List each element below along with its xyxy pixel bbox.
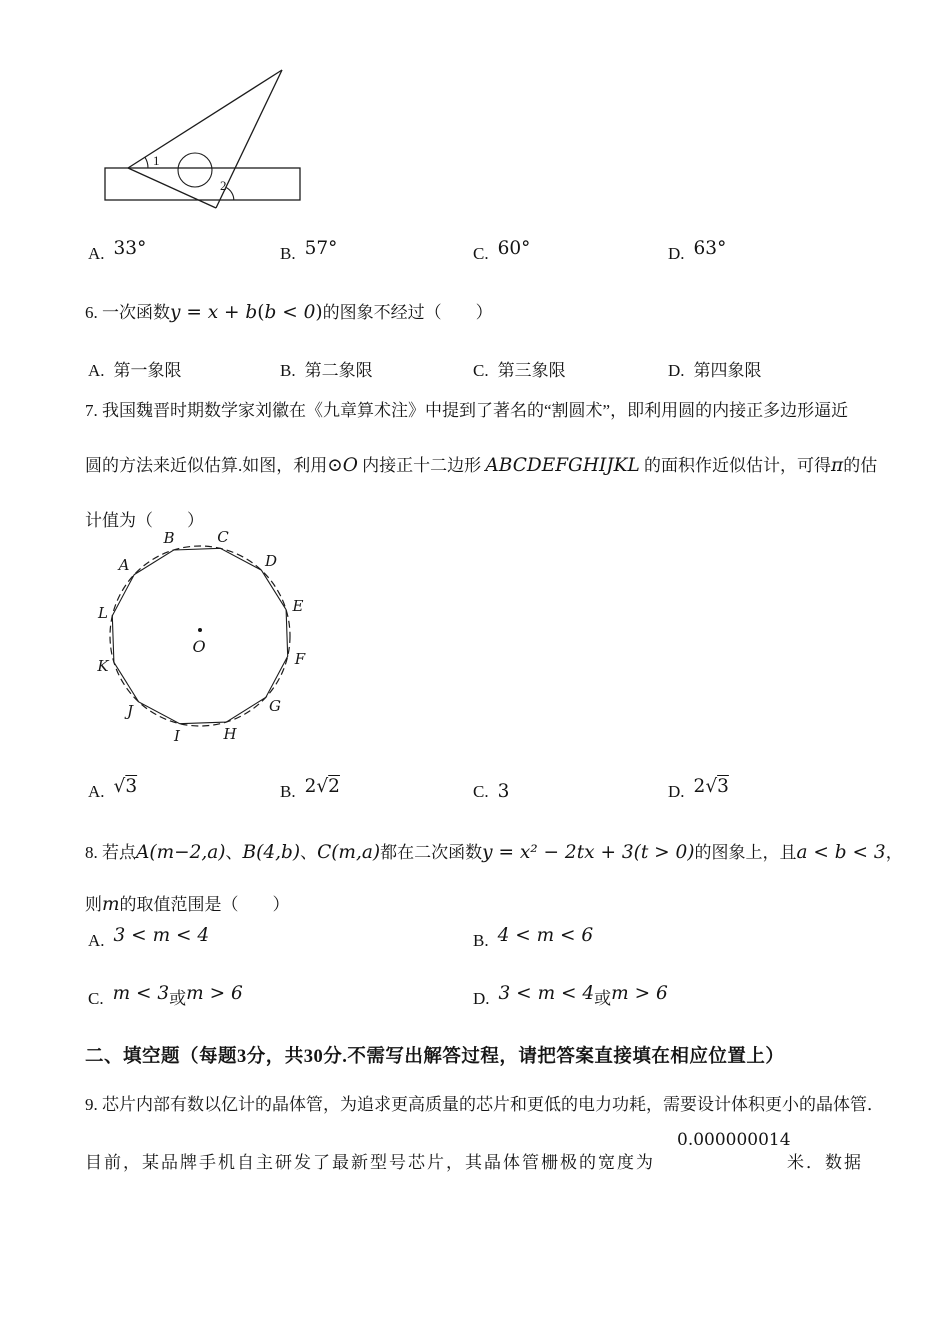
text-segment: m < 3: [112, 983, 170, 1004]
q8-option-c: [88, 984, 243, 1009]
option-value: [305, 361, 373, 380]
vertex-label-e: E: [292, 597, 304, 615]
question-6-stem: [85, 298, 493, 323]
text-segment: √: [316, 776, 329, 797]
question-6-options: [0, 356, 950, 390]
text-segment: 8. 若点: [85, 843, 136, 862]
angle-2-label: 2: [220, 178, 227, 193]
option-value: [113, 238, 147, 263]
vertex-label-i: I: [174, 727, 180, 745]
vertex-label-a: A: [118, 556, 130, 574]
text-segment: y = x² − 2tx + 3(t > 0): [482, 842, 695, 863]
option-label: A.: [88, 931, 105, 950]
text-segment: 第二象限: [304, 361, 373, 380]
dodecagon-figure: [93, 530, 313, 750]
option-value: [497, 925, 594, 950]
q8-option-d: [473, 984, 668, 1009]
question-8-line-2: [85, 890, 290, 915]
option-value: [497, 238, 531, 263]
option-label: D.: [668, 361, 685, 380]
text-segment: 3: [717, 776, 729, 797]
question-5-options: [0, 238, 950, 277]
text-segment: 的图象不经过（ ）: [322, 303, 493, 322]
text-segment: 3 < m < 4: [498, 983, 595, 1004]
option-value: [113, 925, 210, 950]
text-segment: 60°: [497, 238, 531, 259]
text-segment: 的估: [843, 456, 878, 475]
text-segment: 3 < m < 4: [113, 925, 210, 946]
question-7-line-2: [85, 451, 877, 476]
vertex-label-f: F: [294, 650, 306, 668]
question-9-line-1: 9. 芯片内部有数以亿计的晶体管，为追求更高质量的芯片和更低的电力功耗，需要设计体积更小的晶体管．: [85, 1095, 884, 1114]
q7-option-b: [280, 776, 340, 802]
option-label: B.: [280, 244, 296, 263]
text-segment: 3: [125, 776, 138, 797]
option-label: A.: [88, 782, 105, 801]
text-segment: C(m,a): [317, 842, 381, 863]
q8-option-a: [88, 925, 210, 951]
option-value: [114, 361, 182, 380]
text-segment: ABCDEFGHIJKL: [485, 455, 640, 476]
option-value: [498, 782, 510, 801]
question-7-line-1: [85, 396, 848, 421]
q7-option-c: [473, 781, 509, 802]
q5-option-a: [88, 238, 147, 264]
vertex-label-d: D: [264, 552, 278, 570]
option-label: B.: [280, 782, 296, 801]
text-segment: m: [102, 894, 120, 915]
option-label: C.: [473, 782, 489, 801]
text-segment: 6. 一次函数: [85, 303, 170, 322]
question-7-options: [0, 776, 950, 815]
option-value: [693, 776, 729, 801]
dodecagon-polygon: [112, 548, 287, 723]
option-label: D.: [473, 989, 490, 1008]
text-segment: 圆的方法来近似估算.如图，利用: [85, 456, 328, 475]
text-segment: 计值为（ ）: [85, 511, 204, 530]
option-value: [304, 776, 340, 801]
option-label: A.: [88, 361, 105, 380]
option-value: [693, 238, 727, 263]
text-segment: A(m−2,a): [136, 842, 226, 863]
center-label-o: O: [192, 637, 206, 656]
question-8-options-row-1: [0, 925, 950, 964]
text-segment: 33°: [113, 238, 147, 259]
text-segment: ): [315, 302, 323, 323]
text-segment: 、: [300, 843, 318, 862]
text-segment: a < b < 3: [796, 842, 886, 863]
vertex-label-h: H: [223, 725, 237, 743]
q5-option-c: [473, 238, 531, 264]
option-label: C.: [88, 989, 104, 1008]
text-segment: B(4,b): [242, 842, 301, 863]
option-label: B.: [280, 361, 296, 380]
vertex-label-c: C: [217, 530, 229, 546]
text-segment: 或: [169, 989, 187, 1008]
q7-option-a: [88, 776, 138, 802]
text-segment: 4 < m < 6: [497, 925, 594, 946]
question-8-options-row-2: [0, 984, 950, 1018]
vertex-label-b: B: [163, 530, 175, 547]
text-segment: b < 0: [264, 302, 316, 323]
q9-width-value: 0.000000014: [677, 1130, 791, 1150]
vertex-label-k: K: [97, 657, 109, 675]
text-segment: 则: [85, 895, 102, 914]
text-segment: 2: [693, 776, 706, 797]
text-segment: 63°: [693, 238, 727, 259]
q5-option-d: [668, 238, 727, 264]
option-label: C.: [473, 361, 489, 380]
vertex-label-j: J: [126, 702, 134, 720]
vertex-label-l: L: [98, 604, 108, 622]
text-segment: 都在二次函数: [380, 843, 483, 862]
option-label: C.: [473, 244, 489, 263]
text-segment: 57°: [304, 238, 338, 259]
text-segment: 、: [225, 843, 243, 862]
q8-option-b: [473, 925, 594, 951]
text-segment: 或: [594, 989, 612, 1008]
text-segment: 第三象限: [497, 361, 566, 380]
q6-option-b: [280, 356, 373, 381]
option-label: D.: [668, 782, 685, 801]
option-value: [694, 361, 762, 380]
q5-option-b: [280, 238, 338, 264]
center-dot: [198, 628, 202, 632]
text-segment: (: [257, 302, 265, 323]
option-label: A.: [88, 244, 105, 263]
vertex-label-g: G: [269, 697, 281, 715]
option-value: [113, 776, 138, 801]
text-segment: m > 6: [186, 983, 243, 1004]
text-segment: 3: [497, 781, 510, 802]
q6-option-c: [473, 356, 566, 381]
option-value: [498, 361, 566, 380]
text-segment: 2: [304, 776, 317, 797]
q9-text-after-value: 米．数据: [787, 1153, 863, 1172]
text-segment: √: [705, 776, 718, 797]
text-segment: ，: [885, 843, 903, 862]
option-label: B.: [473, 931, 489, 950]
inscribed-circle: [178, 153, 212, 187]
question-8-line-1: [85, 838, 903, 863]
text-segment: π: [831, 455, 844, 476]
triangle-ruler-figure: [95, 58, 310, 216]
option-value: [112, 983, 243, 1008]
text-segment: 内接正十二边形: [357, 456, 486, 475]
question-9-line-2: [85, 1130, 875, 1188]
text-segment: y = x + b: [170, 302, 258, 323]
q9-text-before-value: 目前，某品牌手机自主研发了最新型号芯片，其晶体管栅极的宽度为: [85, 1153, 655, 1172]
text-segment: 2: [328, 776, 340, 797]
ruler-rect: [105, 168, 300, 200]
question-7-line-3: [85, 506, 204, 531]
q6-option-a: [88, 356, 182, 381]
q6-option-d: [668, 356, 762, 381]
text-segment: √: [113, 776, 126, 797]
text-segment: 的取值范围是（ ）: [119, 895, 290, 914]
q7-option-d: [668, 776, 729, 802]
text-segment: ⊙O: [327, 455, 358, 476]
angle-2-arc: [226, 187, 234, 200]
text-segment: 第四象限: [693, 361, 762, 380]
text-segment: 的图象上，且: [694, 843, 797, 862]
angle-1-label: 1: [153, 153, 160, 168]
text-segment: m > 6: [611, 983, 668, 1004]
section-2-header: 二、填空题（每题3分，共30分.不需写出解答过程，请把答案直接填在相应位置上）: [85, 1047, 785, 1067]
angle-1-arc: [145, 157, 148, 168]
option-value: [304, 238, 338, 263]
text-segment: 第一象限: [113, 361, 182, 380]
text-segment: 的面积作近似估计，可得: [639, 456, 832, 475]
option-value: [498, 983, 668, 1008]
text-segment: 7. 我国魏晋时期数学家刘徽在《九章算术注》中提到了著名的“割圆术”，即利用圆的内接正多边形逼近: [85, 401, 849, 420]
option-label: D.: [668, 244, 685, 263]
